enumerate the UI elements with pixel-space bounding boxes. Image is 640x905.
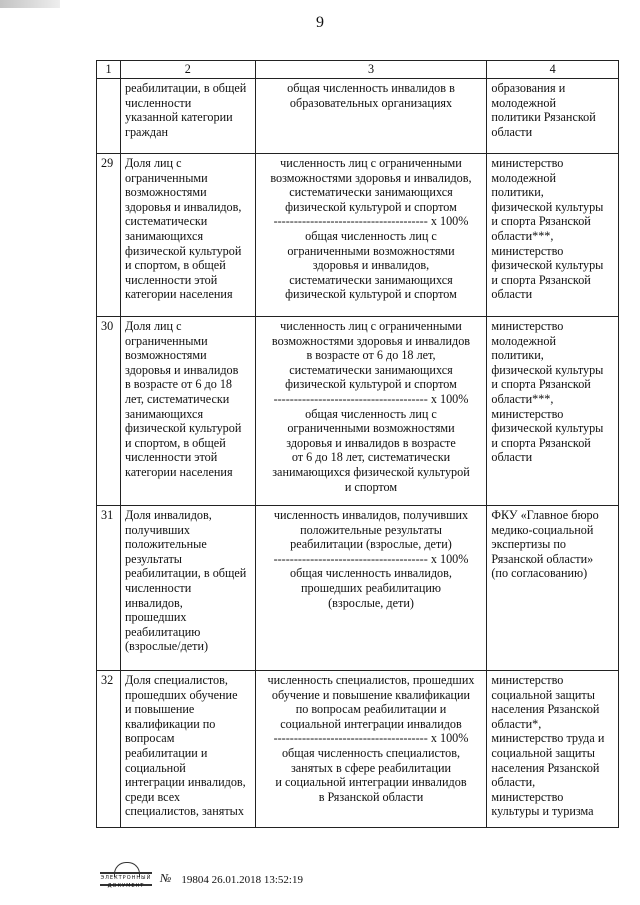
formula-denominator: общая численность лиц с ограниченными возможностями здоровья и инвалидов в возрасте от 6 до 18 лет, систематически занимающихся физической культурой и спортом — [272, 406, 470, 494]
formula-numerator: численность специалистов, прошедших обучение и повышение квалификации по вопросам реабилитации и социальной интеграции инвалидов — [267, 673, 475, 731]
page-number: 9 — [316, 14, 324, 31]
table-row — [97, 79, 619, 154]
formula-fraction-line: -------------------------------------- х 100% — [273, 391, 469, 406]
table-row — [97, 317, 619, 506]
formula-cell — [255, 506, 487, 671]
electronic-document-logo — [100, 862, 152, 889]
header-col-4: 4 — [487, 61, 619, 79]
indicator-name: Доля лиц с ограниченными возможностями здоровья и инвалидов, систематически занимающихся физической культурой и спортом, в общей численности этой категории населения — [120, 154, 255, 317]
indicator-name: реабилитации, в общей численности указанной категории граждан — [120, 79, 255, 154]
indicators-table — [96, 60, 619, 828]
indicator-name: Доля инвалидов, получивших положительные результаты реабилитации, в общей численности инвалидов, прошедших реабилитацию (взрослые/дети) — [120, 506, 255, 671]
registration-prefix: № — [160, 871, 172, 885]
responsible-body: министерство молодежной политики, физической культуры и спорта Рязанской области***, министерство физической культуры и спорта Рязанской области — [487, 154, 619, 317]
formula-denominator: общая численность инвалидов, прошедших реабилитацию (взрослые, дети) — [290, 566, 452, 610]
formula-numerator: численность лиц с ограниченными возможностями здоровья и инвалидов, систематически занимающихся физической культурой и спортом — [270, 156, 472, 214]
row-number: 31 — [97, 506, 121, 671]
document-footer — [100, 862, 303, 889]
row-number: 29 — [97, 154, 121, 317]
responsible-body: министерство социальной защиты населения Рязанской области*, министерство труда и социальной защиты населения Рязанской области, министерство культуры и туризма — [487, 671, 619, 828]
indicator-name: Доля лиц с ограниченными возможностями здоровья и инвалидов в возрасте от 6 до 18 лет, систематически занимающихся физической культурой и спортом, в общей численности этой категории населения — [120, 317, 255, 506]
row-number: 30 — [97, 317, 121, 506]
formula-denominator: общая численность специалистов, занятых в сфере реабилитации и социальной интеграции инвалидов в Рязанской области — [275, 745, 467, 804]
table-row — [97, 506, 619, 671]
formula-fraction-line: -------------------------------------- х 100% — [273, 214, 469, 229]
formula-cell — [255, 671, 487, 828]
formula-numerator: численность лиц с ограниченными возможностями здоровья и инвалидов в возрасте от 6 до 18 лет, систематически занимающихся физической культурой и спортом — [271, 319, 471, 392]
formula-numerator: общая численность инвалидов в образовательных организациях — [287, 81, 455, 110]
table-row — [97, 671, 619, 828]
table-header-row — [97, 61, 619, 79]
formula-cell — [255, 154, 487, 317]
registration-stamp: 19804 26.01.2018 13:52:19 — [181, 874, 303, 886]
header-col-1: 1 — [97, 61, 121, 79]
formula-fraction-line: -------------------------------------- х 100% — [273, 731, 469, 746]
indicator-name: Доля специалистов, прошедших обучение и повышение квалификации по вопросам реабилитации и социальной интеграции инвалидов, среди всех специалистов, занятых — [120, 671, 255, 828]
formula-cell — [255, 317, 487, 506]
table-row — [97, 154, 619, 317]
formula-denominator: общая численность лиц с ограниченными возможностями здоровья и инвалидов, систематически занимающихся физической культурой и спортом — [285, 228, 457, 302]
row-number — [97, 79, 121, 154]
responsible-body: ФКУ «Главное бюро медико-социальной экспертизы по Рязанской области» (по согласованию) — [487, 506, 619, 671]
formula-cell — [255, 79, 487, 154]
responsible-body: министерство молодежной политики, физической культуры и спорта Рязанской области***, министерство физической культуры и спорта Рязанской области — [487, 317, 619, 506]
scan-edge-artifact — [0, 0, 60, 8]
formula-numerator: численность инвалидов, получивших положительные результаты реабилитации (взрослые, дети) — [273, 508, 469, 552]
header-col-2: 2 — [120, 61, 255, 79]
responsible-body: образования и молодежной политики Рязанской области — [487, 79, 619, 154]
row-number: 32 — [97, 671, 121, 828]
header-col-3: 3 — [255, 61, 487, 79]
logo-caption: ЭЛЕКТРОННЫЙ ДОКУМЕНТ — [100, 872, 152, 886]
formula-fraction-line: -------------------------------------- х 100% — [273, 551, 469, 566]
